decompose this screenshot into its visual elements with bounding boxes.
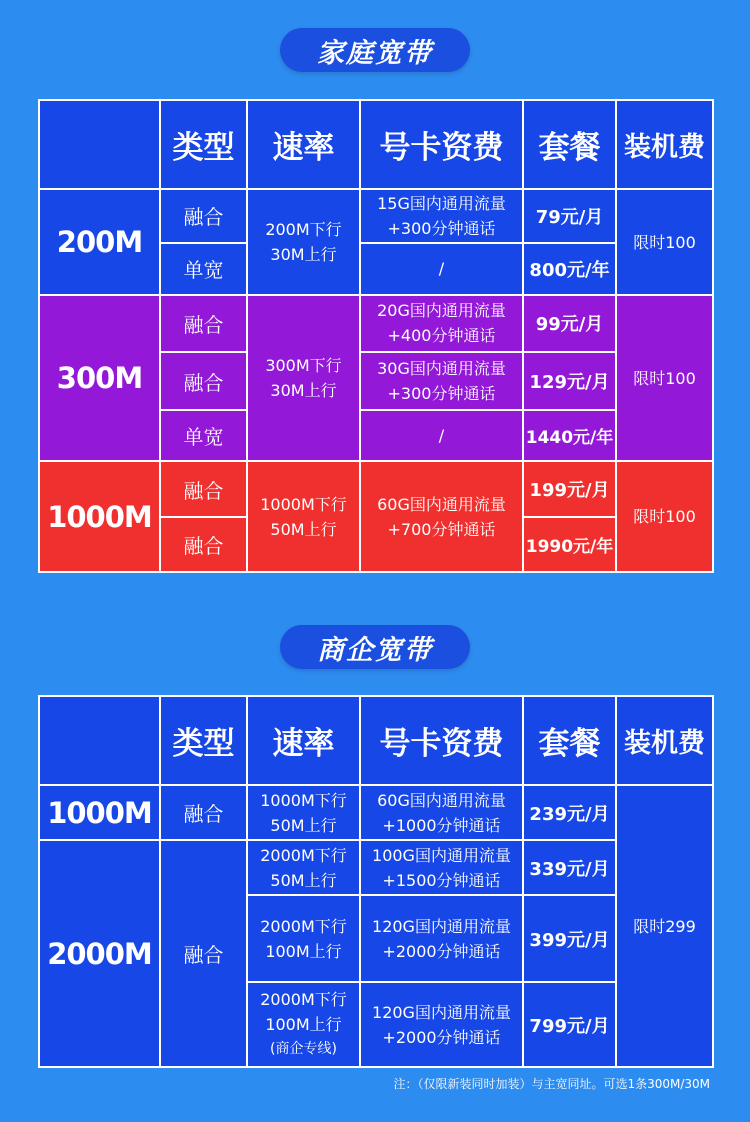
type-cell: 融合 (160, 517, 247, 572)
plan-cell: / (360, 410, 523, 461)
type-cell: 单宽 (160, 243, 247, 295)
rate-cell: 1000M下行 50M上行 (247, 785, 360, 840)
header-blank (39, 696, 160, 785)
table-row (39, 295, 713, 352)
speed-300m: 300M (39, 295, 160, 462)
price-cell: 129元/月 (523, 352, 616, 410)
header-package: 套餐 (523, 696, 616, 785)
rate-cell: 1000M下行 50M上行 (247, 461, 360, 572)
footnote: 注：（仅限新装同时加装）与主宽同址。可选1条300M/30M (393, 1077, 710, 1091)
plan-cell: 120G国内通用流量 +2000分钟通话 (360, 982, 523, 1067)
price-cell: 1990元/年 (523, 517, 616, 572)
business-broadband-title: 商企宽带 (280, 625, 470, 669)
install-fee-cell: 限时100 (616, 295, 713, 462)
table-row (39, 840, 713, 895)
plan-cell: 60G国内通用流量 +700分钟通话 (360, 461, 523, 572)
plan-cell: / (360, 243, 523, 295)
type-cell: 融合 (160, 461, 247, 516)
header-rate: 速率 (247, 100, 360, 189)
plan-cell: 60G国内通用流量 +1000分钟通话 (360, 785, 523, 840)
price-cell: 339元/月 (523, 840, 616, 895)
home-broadband-table (38, 99, 714, 573)
rate-cell: 2000M下行 100M上行 (247, 895, 360, 982)
install-fee-cell: 限时100 (616, 461, 713, 572)
table-row (39, 189, 713, 242)
rate-cell: 200M下行 30M上行 (247, 189, 360, 294)
price-cell: 1440元/年 (523, 410, 616, 461)
price-cell: 99元/月 (523, 295, 616, 352)
header-install: 装机费 (616, 100, 713, 189)
price-cell: 799元/月 (523, 982, 616, 1067)
table-header-row (39, 696, 713, 785)
table-row (39, 461, 713, 516)
header-install: 装机费 (616, 696, 713, 785)
type-cell: 融合 (160, 785, 247, 840)
price-cell: 800元/年 (523, 243, 616, 295)
header-type: 类型 (160, 100, 247, 189)
price-cell: 199元/月 (523, 461, 616, 516)
header-plan: 号卡资费 (360, 100, 523, 189)
speed-1000m: 1000M (39, 785, 160, 840)
rate-cell: 2000M下行 50M上行 (247, 840, 360, 895)
table-header-row (39, 100, 713, 189)
install-fee-cell: 限时299 (616, 785, 713, 1067)
plan-cell: 20G国内通用流量 +400分钟通话 (360, 295, 523, 352)
plan-cell: 100G国内通用流量 +1500分钟通话 (360, 840, 523, 895)
type-cell: 单宽 (160, 410, 247, 461)
plan-cell: 30G国内通用流量 +300分钟通话 (360, 352, 523, 410)
home-broadband-title: 家庭宽带 (280, 28, 470, 72)
rate-cell: 300M下行 30M上行 (247, 295, 360, 462)
type-cell: 融合 (160, 840, 247, 1067)
header-rate: 速率 (247, 696, 360, 785)
type-cell: 融合 (160, 295, 247, 352)
business-broadband-table (38, 695, 714, 1068)
speed-200m: 200M (39, 189, 160, 294)
price-cell: 399元/月 (523, 895, 616, 982)
type-cell: 融合 (160, 189, 247, 242)
header-plan: 号卡资费 (360, 696, 523, 785)
plan-cell: 15G国内通用流量 +300分钟通话 (360, 189, 523, 242)
install-fee-cell: 限时100 (616, 189, 713, 294)
header-package: 套餐 (523, 100, 616, 189)
speed-2000m: 2000M (39, 840, 160, 1067)
speed-1000m: 1000M (39, 461, 160, 572)
plan-cell: 120G国内通用流量 +2000分钟通话 (360, 895, 523, 982)
table-row (39, 785, 713, 840)
rate-cell: 2000M下行 100M上行 (商企专线) (247, 982, 360, 1067)
price-cell: 79元/月 (523, 189, 616, 242)
header-blank (39, 100, 160, 189)
type-cell: 融合 (160, 352, 247, 410)
price-cell: 239元/月 (523, 785, 616, 840)
header-type: 类型 (160, 696, 247, 785)
